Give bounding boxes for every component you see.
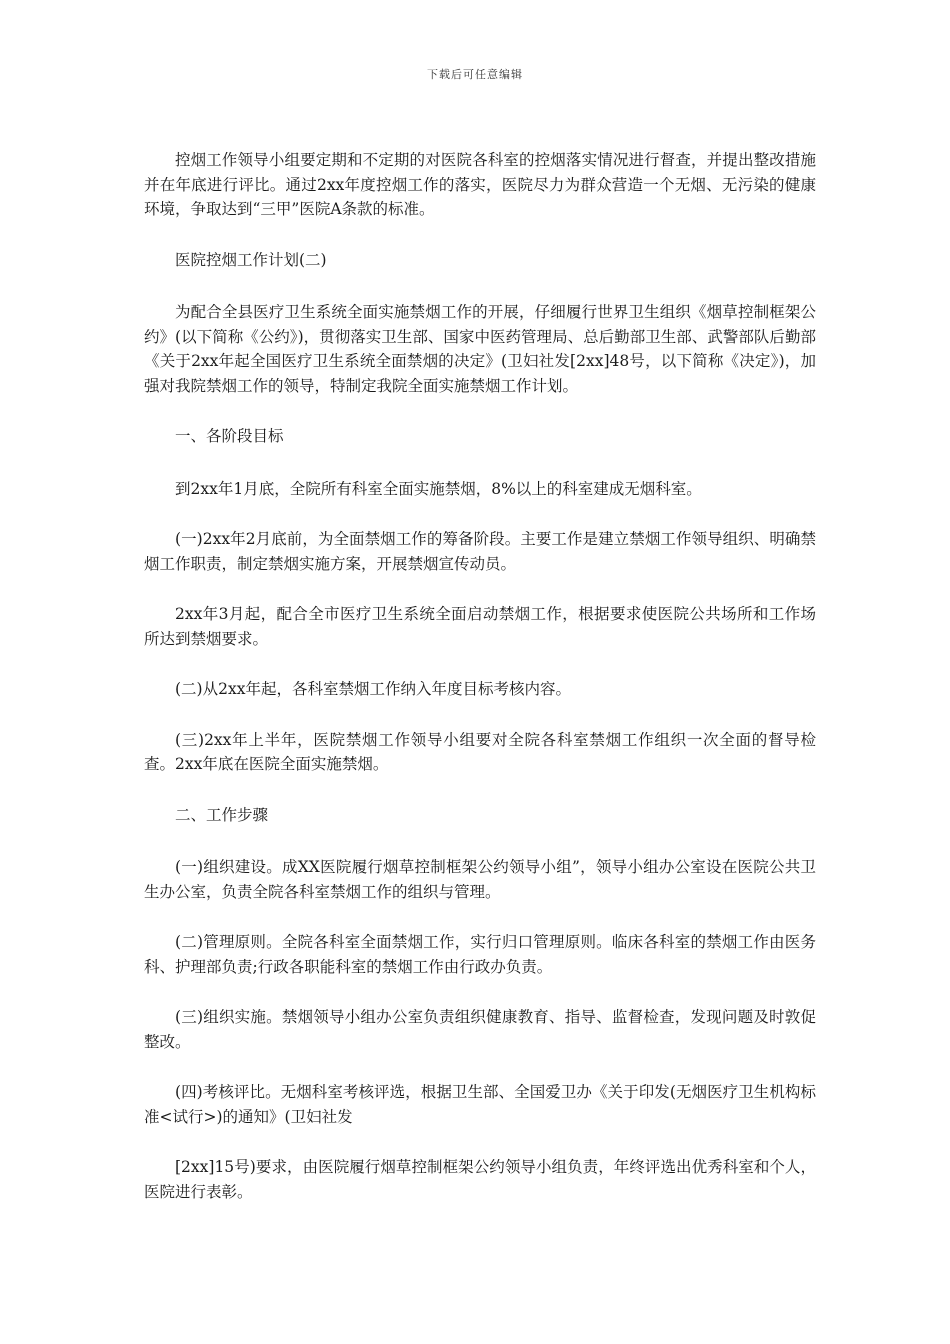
section-heading-work-steps: 二、工作步骤 bbox=[175, 805, 269, 824]
paragraph-implementation: (三)组织实施。禁烟领导小组办公室负责组织健康教育、指导、监督检查，发现问题及时敦促整改。 bbox=[144, 1008, 816, 1051]
paragraph-evaluation-continued: [2xx]15号)要求，由医院履行烟草控制框架公约领导小组负责，年终评选出优秀科室和个人，医院进行表彰。 bbox=[144, 1158, 816, 1201]
document-body bbox=[144, 148, 816, 1230]
paragraph-smoking-control-supervision: 控烟工作领导小组要定期和不定期的对医院各科室的控烟落实情况进行督查，并提出整改措施并在年底进行评比。通过2xx年度控烟工作的落实，医院尽力为群众营造一个无烟、无污染的健康环境，争取达到“三甲”医院A条款的标准。 bbox=[144, 151, 816, 218]
section-title-plan-two: 医院控烟工作计划(二) bbox=[175, 250, 327, 269]
paragraph-stage-three: (三)2xx年上半年，医院禁烟工作领导小组要对全院各科室禁烟工作组织一次全面的督导检查。2xx年底在医院全面实施禁烟。 bbox=[144, 730, 816, 773]
header-note: 下载后可任意编辑 bbox=[427, 68, 523, 81]
section-heading-stage-goals: 一、各阶段目标 bbox=[175, 427, 284, 445]
paragraph-plan-intro: 为配合全县医疗卫生系统全面实施禁烟工作的开展，仔细履行世界卫生组织《烟草控制框架公约》(以下简称《公约》)，贯彻落实卫生部、国家中医药管理局、总后勤部卫生部、武警部队后勤部《关于2xx年起全国医疗卫生系统全面禁烟的决定》(卫妇社发[2xx]48号，以下简称《决定》)，加强对我院禁烟工作的领导，特制定我院全面实施禁烟工作计划。 bbox=[144, 303, 816, 395]
paragraph-stage-one: (一)2xx年2月底前，为全面禁烟工作的筹备阶段。主要工作是建立禁烟工作领导组织、明确禁烟工作职责，制定禁烟实施方案，开展禁烟宣传动员。 bbox=[144, 530, 816, 573]
paragraph-organization: (一)组织建设。成XX医院履行烟草控制框架公约领导小组”，领导小组办公室设在医院公共卫生办公室，负责全院各科室禁烟工作的组织与管理。 bbox=[144, 858, 816, 901]
paragraph-january-goal: 到2xx年1月底，全院所有科室全面实施禁烟，8%以上的科室建成无烟科室。 bbox=[175, 479, 702, 498]
paragraph-evaluation: (四)考核评比。无烟科室考核评选，根据卫生部、全国爱卫办《关于印发(无烟医疗卫生机构标准<试行>)的通知》(卫妇社发 bbox=[144, 1083, 816, 1126]
paragraph-management: (二)管理原则。全院各科室全面禁烟工作，实行归口管理原则。临床各科室的禁烟工作由医务科、护理部负责;行政各职能科室的禁烟工作由行政办负责。 bbox=[144, 933, 816, 976]
paragraph-march-start: 2xx年3月起，配合全市医疗卫生系统全面启动禁烟工作，根据要求使医院公共场所和工作场所达到禁烟要求。 bbox=[144, 605, 816, 648]
paragraph-stage-two: (二)从2xx年起，各科室禁烟工作纳入年度目标考核内容。 bbox=[175, 680, 571, 698]
